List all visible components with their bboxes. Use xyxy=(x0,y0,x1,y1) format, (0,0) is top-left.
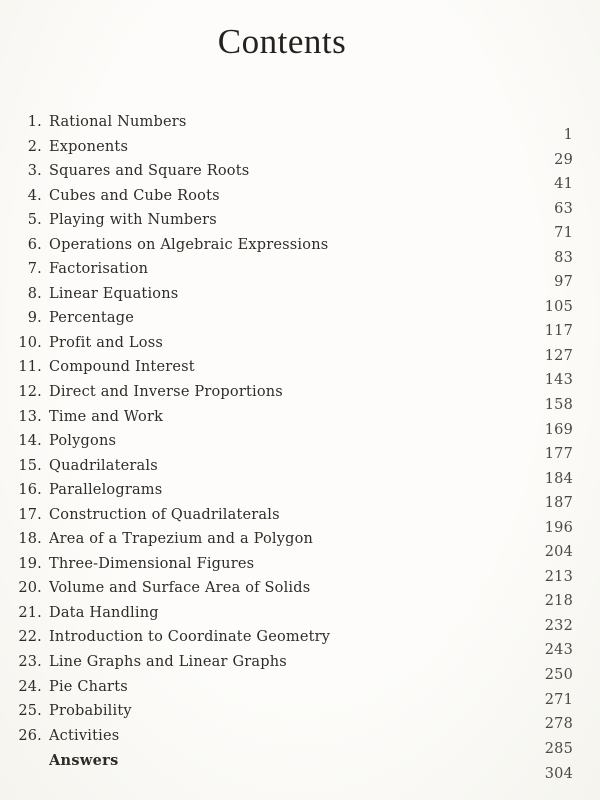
page-number: 278 xyxy=(544,716,573,733)
toc-row xyxy=(0,654,600,684)
toc-row xyxy=(0,531,600,561)
page-number: 97 xyxy=(554,274,573,291)
toc-row xyxy=(0,114,600,143)
chapter-number: 7. xyxy=(27,261,42,278)
toc-row xyxy=(0,359,600,389)
chapter-title: Activities xyxy=(49,727,120,744)
chapter-number: 18. xyxy=(18,531,42,548)
page-number: 105 xyxy=(544,298,573,315)
toc-row xyxy=(0,285,600,315)
toc-row xyxy=(0,384,600,414)
chapter-title: Introduction to Coordinate Geometry xyxy=(49,629,331,646)
chapter-number: 23. xyxy=(18,654,42,671)
chapter-title: Time and Work xyxy=(49,408,164,425)
chapter-number: 2. xyxy=(27,138,42,155)
chapter-number: 19. xyxy=(18,555,42,572)
page-number: 218 xyxy=(544,593,573,610)
chapter-title: Exponents xyxy=(49,138,129,155)
toc-row xyxy=(0,138,600,168)
page-number: 232 xyxy=(544,617,573,634)
chapter-title: Operations on Algebraic Expressions xyxy=(49,236,329,253)
toc-row xyxy=(0,678,600,708)
page-number: 196 xyxy=(544,519,573,536)
chapter-number: 10. xyxy=(18,334,42,351)
chapter-title: Percentage xyxy=(49,310,134,327)
toc-row xyxy=(0,752,600,783)
chapter-title: Answers xyxy=(49,752,119,770)
toc-row xyxy=(0,482,600,512)
chapter-title: Line Graphs and Linear Graphs xyxy=(49,654,287,671)
toc-row xyxy=(0,506,600,536)
chapter-title: Compound Interest xyxy=(49,359,195,376)
toc-row xyxy=(0,629,600,659)
page-number: 243 xyxy=(544,642,573,659)
page-title: Contents xyxy=(217,22,347,61)
chapter-number: 6. xyxy=(27,236,42,253)
toc-row xyxy=(0,703,600,733)
chapter-number: 25. xyxy=(18,703,42,720)
page-number: 250 xyxy=(544,667,573,684)
page-number: 127 xyxy=(544,347,573,364)
toc-row xyxy=(0,727,600,757)
chapter-number: 21. xyxy=(18,604,42,621)
chapter-number: 26. xyxy=(18,727,42,744)
chapter-title: Data Handling xyxy=(49,604,159,621)
page-number: 143 xyxy=(544,372,573,389)
page-number: 184 xyxy=(544,470,573,487)
chapter-number: 1. xyxy=(27,114,42,130)
page-number: 304 xyxy=(544,766,573,783)
chapter-number: 16. xyxy=(18,482,42,499)
toc-row xyxy=(0,580,600,610)
chapter-title: Volume and Surface Area of Solids xyxy=(49,580,311,597)
page-number: 63 xyxy=(554,200,573,217)
chapter-title: Cubes and Cube Roots xyxy=(49,187,220,204)
page-number: 117 xyxy=(544,323,573,340)
page-number: 187 xyxy=(544,495,573,512)
page-number: 177 xyxy=(544,446,573,463)
page-number: 271 xyxy=(544,691,573,708)
chapter-number: 8. xyxy=(27,285,42,302)
chapter-title: Direct and Inverse Proportions xyxy=(49,384,283,401)
chapter-title: Squares and Square Roots xyxy=(49,163,250,180)
toc-row xyxy=(0,408,600,438)
chapter-title: Quadrilaterals xyxy=(49,457,158,474)
toc-row xyxy=(0,187,600,217)
page-number: 1 xyxy=(563,127,573,143)
chapter-title: Three-Dimensional Figures xyxy=(49,555,255,572)
page-number: 29 xyxy=(554,151,573,168)
chapter-title: Area of a Trapezium and a Polygon xyxy=(49,531,314,548)
chapter-title: Linear Equations xyxy=(49,285,179,302)
chapter-number: 4. xyxy=(27,187,42,204)
chapter-number: 12. xyxy=(18,384,42,401)
page-number: 71 xyxy=(554,225,573,242)
page-number: 213 xyxy=(544,568,573,585)
toc-row xyxy=(0,310,600,340)
chapter-title: Profit and Loss xyxy=(49,334,163,351)
chapter-title: Construction of Quadrilaterals xyxy=(49,506,280,523)
chapter-title: Factorisation xyxy=(49,261,149,278)
chapter-number: 11. xyxy=(18,359,42,376)
chapter-number: 20. xyxy=(18,580,42,597)
chapter-number: 5. xyxy=(27,212,42,229)
page-number: 169 xyxy=(544,421,573,438)
chapter-number: 24. xyxy=(18,678,42,695)
page-number: 158 xyxy=(544,397,573,414)
chapter-number: 14. xyxy=(18,433,42,450)
chapter-number: 13. xyxy=(18,408,42,425)
toc-list xyxy=(0,114,600,783)
chapter-title: Probability xyxy=(49,703,132,720)
toc-row xyxy=(0,457,600,487)
toc-row xyxy=(0,334,600,364)
page-number: 285 xyxy=(544,740,573,757)
page-number: 204 xyxy=(544,544,573,561)
toc-row xyxy=(0,212,600,242)
toc-row xyxy=(0,163,600,193)
toc-row xyxy=(0,555,600,585)
chapter-number: 15. xyxy=(18,457,42,474)
chapter-title: Pie Charts xyxy=(49,678,128,695)
chapter-number: 3. xyxy=(27,163,42,180)
chapter-number: 17. xyxy=(18,506,42,523)
chapter-title: Playing with Numbers xyxy=(49,212,217,229)
toc-row xyxy=(0,433,600,463)
toc-row xyxy=(0,261,600,291)
toc-row xyxy=(0,236,600,266)
toc-row xyxy=(0,604,600,634)
chapter-title: Polygons xyxy=(49,433,117,450)
chapter-title: Parallelograms xyxy=(49,482,163,499)
page-number: 41 xyxy=(554,176,573,193)
chapter-title: Rational Numbers xyxy=(49,114,187,130)
chapter-number: 22. xyxy=(18,629,42,646)
page-number: 83 xyxy=(554,249,573,266)
chapter-number: 9. xyxy=(27,310,42,327)
